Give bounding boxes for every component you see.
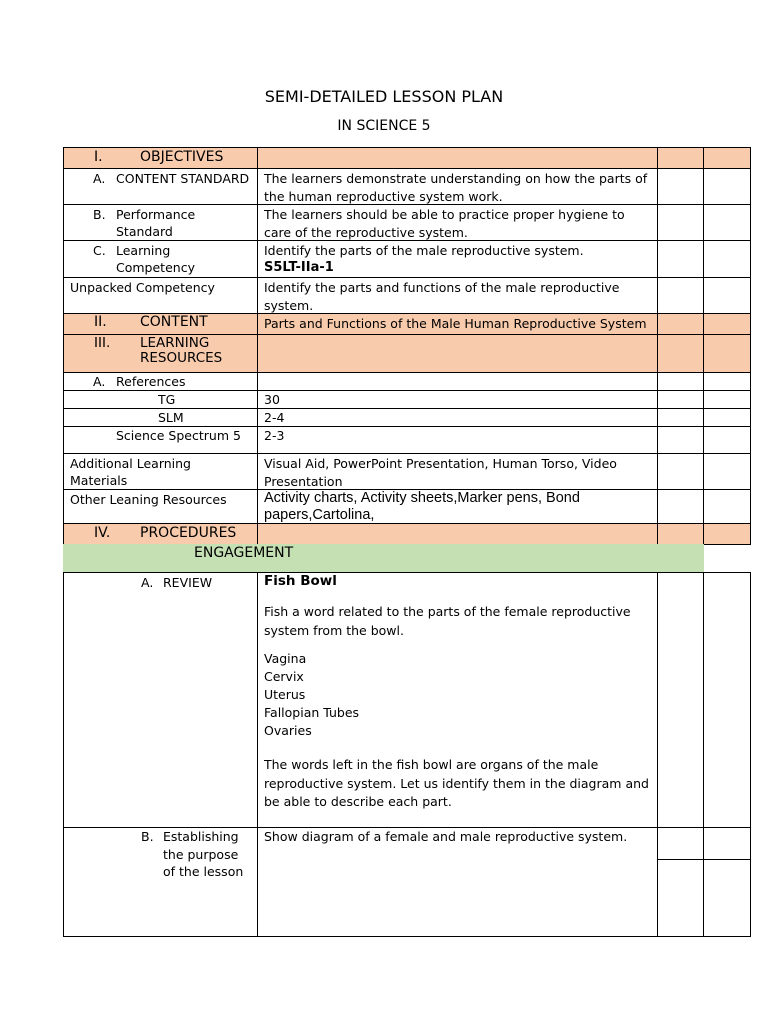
references-letter: A.	[93, 374, 106, 389]
spectrum-extra-1	[657, 426, 704, 454]
purpose-letter: B.	[141, 829, 154, 844]
tg-extra-2	[703, 390, 751, 409]
review-closing: The words left in the fish bowl are organs of the male reproductive system. Let us identify them in the diagram and be able to describe each part.	[264, 757, 649, 809]
learning-competency-label-1: Learning	[116, 243, 171, 258]
engagement-extra	[657, 544, 704, 573]
spectrum-label-cell	[63, 426, 258, 454]
learning-competency-letter: C.	[93, 243, 106, 258]
tg-label-cell	[63, 390, 258, 409]
learning-resources-num: III.	[94, 335, 111, 351]
purpose-extra-1	[657, 827, 704, 937]
content-extra-1	[657, 313, 704, 335]
review-word: Cervix	[264, 669, 304, 684]
objectives-num: I.	[94, 149, 103, 165]
spectrum-label: Science Spectrum 5	[116, 428, 241, 443]
learning-competency-value: Identify the parts of the male reproductive system.	[264, 243, 584, 258]
unpacked-label: Unpacked Competency	[70, 280, 215, 295]
purpose-value-cell	[257, 827, 658, 937]
performance-standard-extra-2	[703, 204, 751, 241]
engagement-banner	[63, 544, 658, 573]
additional-extra-2	[703, 453, 751, 490]
purpose-value: Show diagram of a female and male reproductive system.	[264, 829, 628, 844]
unpacked-value-cell	[257, 277, 658, 314]
content-value: Parts and Functions of the Male Human Reproductive System	[264, 316, 647, 331]
review-word: Fallopian Tubes	[264, 705, 360, 720]
unpacked-extra-2	[703, 277, 751, 314]
review-intro: Fish a word related to the parts of the female reproductive system from the bowl.	[264, 604, 631, 638]
review-word: Ovaries	[264, 723, 312, 738]
content-label: CONTENT	[140, 314, 208, 330]
review-heading: Fish Bowl	[264, 573, 337, 589]
objectives-extra-cell-2	[703, 147, 751, 169]
slm-extra-2	[703, 408, 751, 427]
content-standard-value: The learners demonstrate understanding on how the parts of the human reproductive system work.	[264, 171, 648, 204]
content-standard-extra-1	[657, 168, 704, 205]
learning-competency-value-cell	[257, 240, 658, 278]
tg-value-cell	[257, 390, 658, 409]
review-word-list	[264, 650, 651, 740]
objectives-label-cell	[63, 147, 258, 169]
content-standard-value-cell	[257, 168, 658, 205]
purpose-label-2: the purpose	[163, 847, 239, 862]
purpose-extra-1-divider	[657, 859, 704, 860]
review-word: Uterus	[264, 687, 306, 702]
procedures-num: IV.	[94, 525, 111, 541]
learning-resources-extra-1	[657, 334, 704, 373]
slm-extra-1	[657, 408, 704, 427]
review-content-cell	[257, 572, 658, 828]
objectives-content-cell	[257, 147, 658, 169]
slm-label-cell	[63, 408, 258, 427]
unpacked-extra-1	[657, 277, 704, 314]
learning-resources-value-cell	[257, 334, 658, 373]
content-standard-letter: A.	[93, 171, 106, 186]
engagement-label: ENGAGEMENT	[194, 545, 294, 561]
learning-competency-label-2: Competency	[116, 260, 195, 275]
performance-standard-label-2: Standard	[116, 224, 173, 239]
review-word: Vagina	[264, 651, 307, 666]
content-label-cell	[63, 313, 258, 335]
learning-resources-label-cell	[63, 334, 258, 373]
learning-competency-label-cell	[63, 240, 258, 278]
learning-competency-code: S5LT-IIa-1	[264, 260, 334, 275]
other-label: Other Leaning Resources	[70, 492, 227, 507]
references-label: References	[116, 374, 186, 389]
slm-value-cell	[257, 408, 658, 427]
review-label-cell	[63, 572, 258, 828]
review-label: REVIEW	[163, 575, 213, 590]
other-value: Activity charts, Activity sheets,Marker pens, Bond papers,Cartolina,	[264, 490, 580, 523]
tg-label: TG	[158, 392, 176, 407]
unpacked-value: Identify the parts and functions of the male reproductive system.	[264, 280, 620, 313]
other-extra-2	[703, 489, 751, 524]
purpose-label-1: Establishing	[163, 829, 239, 844]
performance-standard-value: The learners should be able to practice proper hygiene to care of the reproductive system.	[264, 207, 625, 240]
content-extra-2	[703, 313, 751, 335]
purpose-label-cell	[63, 827, 258, 937]
document-title: SEMI-DETAILED LESSON PLAN	[264, 87, 504, 106]
procedures-label-cell	[63, 523, 258, 545]
content-standard-label-cell	[63, 168, 258, 205]
objectives-extra-cell-1	[657, 147, 704, 169]
references-extra-2	[703, 372, 751, 391]
document-subtitle: IN SCIENCE 5	[337, 118, 431, 134]
purpose-extra-2-top	[703, 827, 751, 860]
references-extra-1	[657, 372, 704, 391]
additional-value: Visual Aid, PowerPoint Presentation, Human Torso, Video Presentation	[264, 456, 617, 489]
tg-extra-1	[657, 390, 704, 409]
references-value-cell	[257, 372, 658, 391]
procedures-value-cell	[257, 523, 658, 545]
learning-resources-label-1: LEARNING	[140, 335, 210, 351]
procedures-label: PROCEDURES	[140, 525, 237, 541]
procedures-extra-1	[657, 523, 704, 545]
purpose-label-3: of the lesson	[163, 864, 244, 879]
spectrum-value: 2-3	[264, 428, 285, 443]
learning-resources-extra-2	[703, 334, 751, 373]
procedures-extra-2	[703, 523, 751, 545]
objectives-label: OBJECTIVES	[140, 149, 224, 165]
performance-standard-label-1: Performance	[116, 207, 196, 222]
slm-label: SLM	[158, 410, 184, 425]
additional-label-2: Materials	[70, 473, 128, 488]
additional-label-1: Additional Learning	[70, 456, 191, 471]
slm-value: 2-4	[264, 410, 285, 425]
performance-standard-label-cell	[63, 204, 258, 241]
additional-extra-1	[657, 453, 704, 490]
spectrum-extra-2	[703, 426, 751, 454]
content-num: II.	[94, 314, 107, 330]
other-extra-1	[657, 489, 704, 524]
review-extra-2	[703, 572, 751, 828]
review-letter: A.	[141, 575, 154, 590]
content-standard-extra-2	[703, 168, 751, 205]
performance-standard-extra-1	[657, 204, 704, 241]
additional-label-cell	[63, 453, 258, 490]
unpacked-label-cell	[63, 277, 258, 314]
learning-competency-extra-2	[703, 240, 751, 278]
other-value-cell	[257, 489, 658, 524]
references-label-cell	[63, 372, 258, 391]
learning-resources-label-2: RESOURCES	[140, 350, 223, 366]
spectrum-value-cell	[257, 426, 658, 454]
content-value-cell	[257, 313, 658, 335]
other-label-cell	[63, 489, 258, 524]
review-extra-1	[657, 572, 704, 828]
additional-value-cell	[257, 453, 658, 490]
content-standard-label: CONTENT STANDARD	[116, 171, 250, 186]
tg-value: 30	[264, 392, 280, 407]
performance-standard-value-cell	[257, 204, 658, 241]
purpose-extra-2-bottom	[703, 859, 751, 937]
performance-standard-letter: B.	[93, 207, 106, 222]
learning-competency-extra-1	[657, 240, 704, 278]
